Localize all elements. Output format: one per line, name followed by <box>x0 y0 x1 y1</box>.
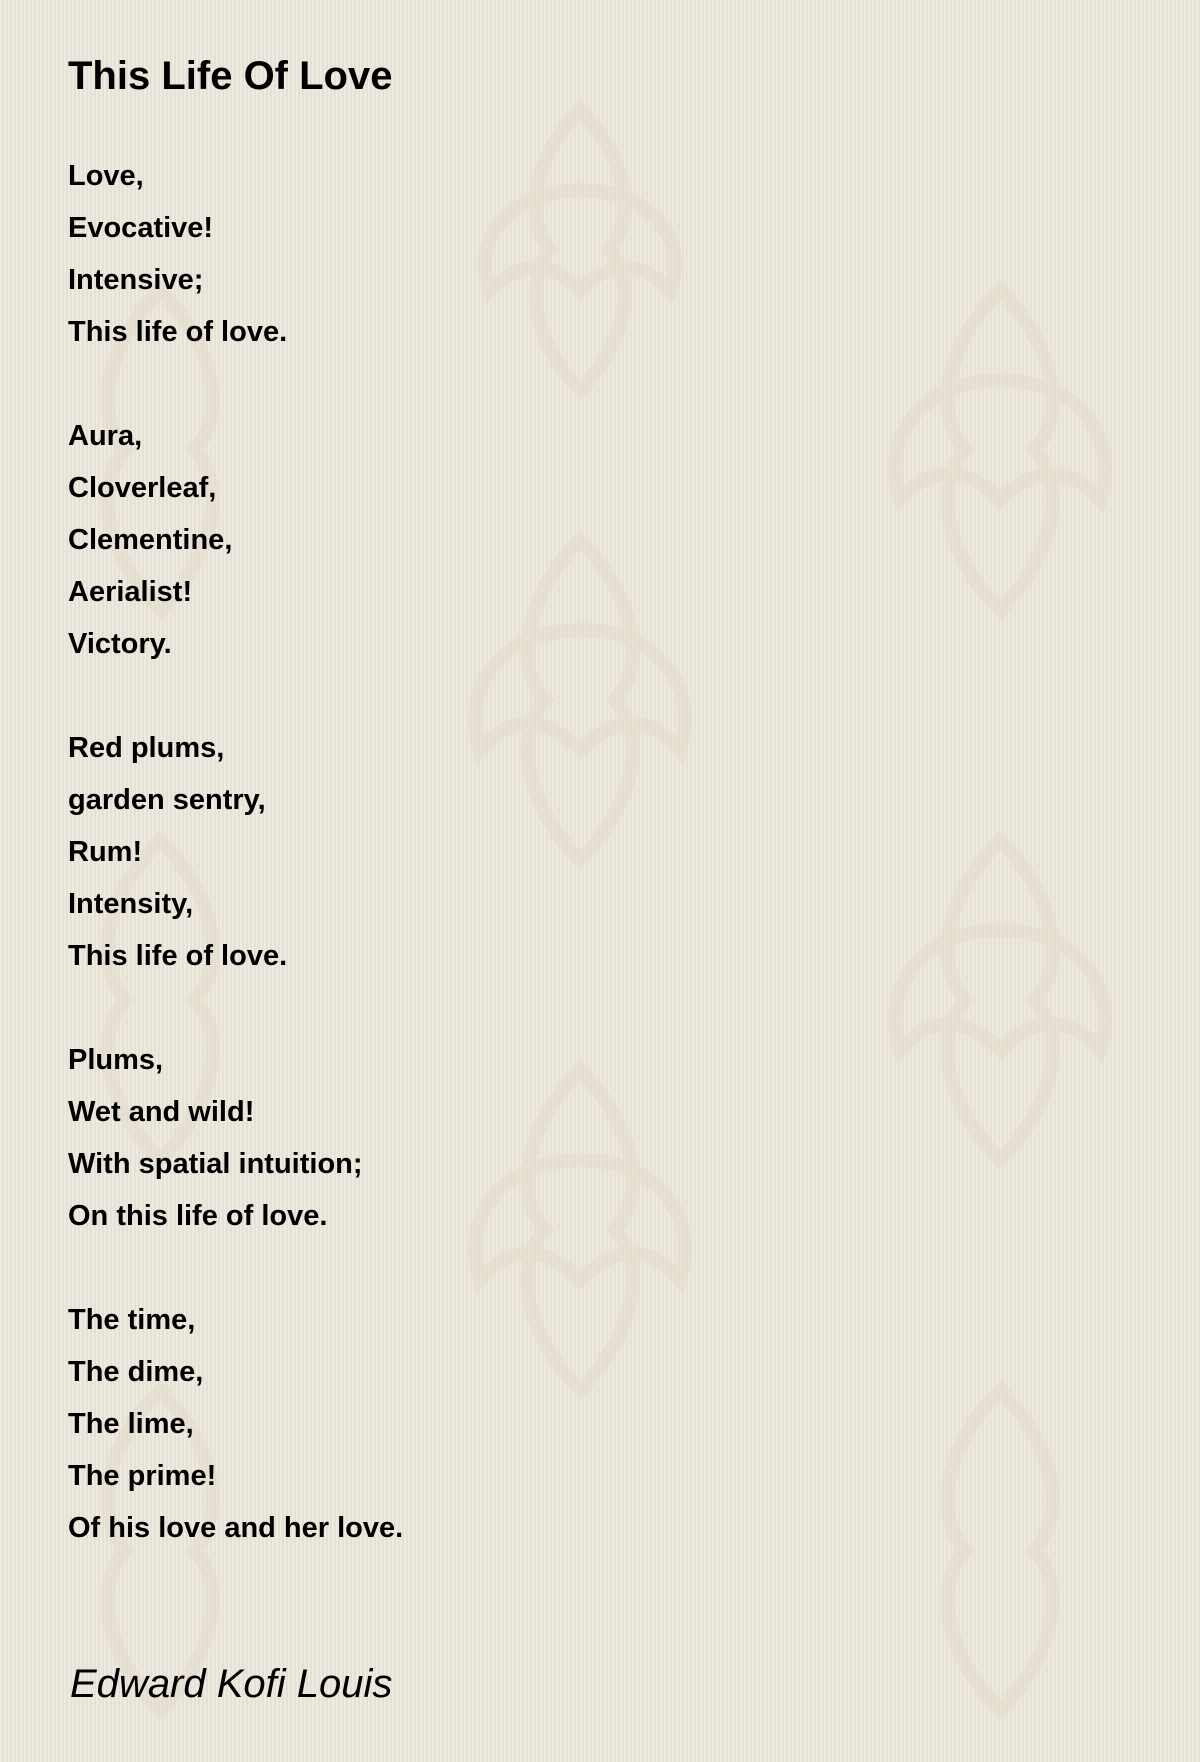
poem-line: Plums, <box>68 1044 164 1076</box>
poem-line: This life of love. <box>68 316 288 348</box>
poem-line: Wet and wild! <box>68 1096 255 1128</box>
poem-line: Cloverleaf, <box>68 472 217 504</box>
poem-line: This life of love. <box>68 940 288 972</box>
poem-line: The lime, <box>68 1408 194 1440</box>
poem-line: Aura, <box>68 420 143 452</box>
poem-line: Intensity, <box>68 888 194 920</box>
poem-line: Aerialist! <box>68 576 193 608</box>
poem-line: The time, <box>68 1304 196 1336</box>
stanza-3 <box>68 722 403 982</box>
poem-line: Victory. <box>68 628 172 660</box>
poem-author: Edward Kofi Louis <box>70 1662 393 1706</box>
stanza-1 <box>68 150 403 358</box>
poem-line: With spatial intuition; <box>68 1148 363 1180</box>
poem-title: This Life Of Love <box>68 54 393 98</box>
poem-line: The dime, <box>68 1356 204 1388</box>
poem-line: Red plums, <box>68 732 225 764</box>
poem-line: Clementine, <box>68 524 233 556</box>
poem-line: On this life of love. <box>68 1200 328 1232</box>
poem-line: Of his love and her love. <box>68 1512 404 1544</box>
poem-line: garden sentry, <box>68 784 266 816</box>
stanza-5 <box>68 1294 403 1554</box>
poem-line: Evocative! <box>68 212 214 244</box>
stanza-2 <box>68 410 403 670</box>
poem-line: Rum! <box>68 836 143 868</box>
stanza-4 <box>68 1034 403 1242</box>
poem-line: The prime! <box>68 1460 217 1492</box>
poem-line: Love, <box>68 160 144 192</box>
poem-line: Intensive; <box>68 264 204 296</box>
poem-body <box>68 150 403 1606</box>
